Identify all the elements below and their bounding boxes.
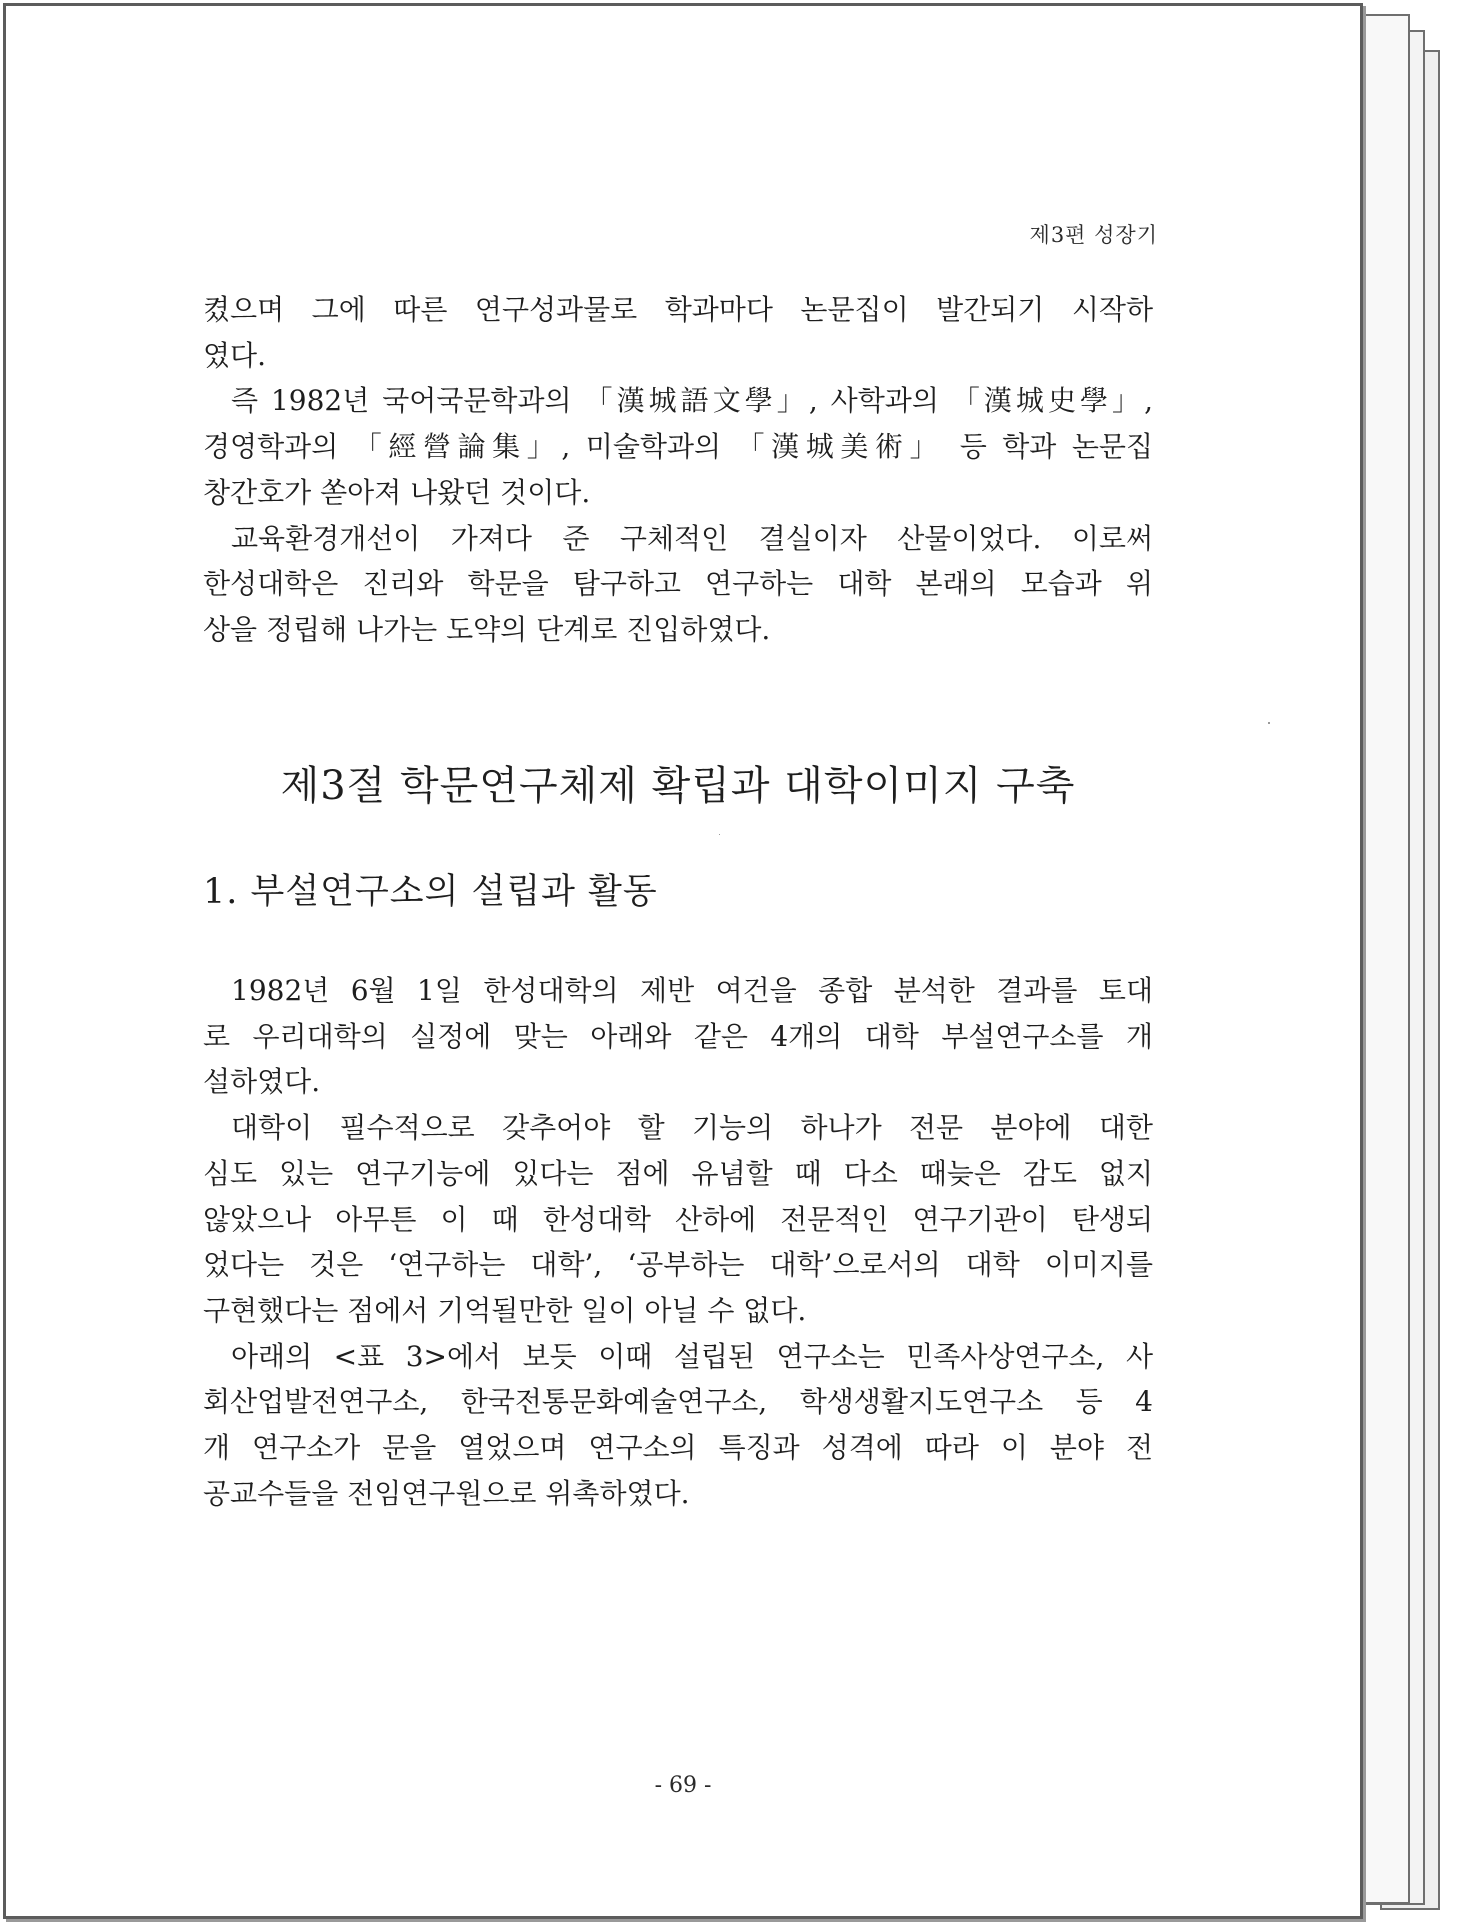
scan-speck [719, 834, 720, 835]
subsection-title: 1. 부설연구소의 설립과 활동 [203, 872, 658, 912]
section-title: 제3절 학문연구체제 확립과 대학이미지 구축 [280, 763, 1076, 809]
text-line: 상을 정립해 나가는 도약의 단계로 진입하였다. [203, 612, 771, 646]
text-line: 즉 1982년 국어국문학과의 「漢城語文學」, 사학과의 「漢城史學」, [231, 384, 1153, 418]
page-number: - 69 - [654, 1773, 712, 1798]
text-line: 구현했다는 점에서 기억될만한 일이 아닐 수 없다. [203, 1293, 807, 1327]
text-line: 1982년 6월 1일 한성대학의 제반 여건을 종합 분석한 결과를 토대 [231, 974, 1153, 1007]
text-line: 아래의 <표 3>에서 보듯 이때 설립된 연구소는 민족사상연구소, 사 [231, 1339, 1153, 1373]
text-line: 켰으며 그에 따른 연구성과물로 학과마다 논문집이 발간되기 시작하 [203, 293, 1153, 326]
body-text-top [203, 287, 1153, 653]
text-line: 심도 있는 연구기능에 있다는 점에 유념할 때 다소 때늦은 감도 없지 [203, 1156, 1153, 1190]
text-line: 않았으나 아무튼 이 때 한성대학 산하에 전문적인 연구기관이 탄생되 [203, 1202, 1153, 1236]
book-page [3, 3, 1363, 1919]
text-line: 개 연구소가 문을 열었으며 연구소의 특징과 성격에 따라 이 분야 전 [203, 1431, 1153, 1465]
text-line: 창간호가 쏟아져 나왔던 것이다. [203, 475, 591, 509]
body-text-bottom [203, 968, 1153, 1516]
scan-speck [1268, 722, 1270, 724]
text-line: 었다는 것은 ‘연구하는 대학’, ‘공부하는 대학’으로서의 대학 이미지를 [203, 1248, 1153, 1282]
text-line: 경영학과의 「經營論集」, 미술학과의 「漢城美術」 등 학과 논문집 [203, 430, 1153, 464]
text-line: 회산업발전연구소, 한국전통문화예술연구소, 학생생활지도연구소 등 4 [203, 1385, 1153, 1419]
text-line: 대학이 필수적으로 갖추어야 할 기능의 하나가 전문 분야에 대한 [231, 1111, 1153, 1145]
text-line: 였다. [203, 338, 266, 372]
text-line: 교육환경개선이 가져다 준 구체적인 결실이자 산물이었다. 이로써 [231, 521, 1153, 555]
text-line: 한성대학은 진리와 학문을 탐구하고 연구하는 대학 본래의 모습과 위 [203, 567, 1153, 601]
text-line: 공교수들을 전임연구원으로 위촉하였다. [203, 1476, 690, 1510]
text-line: 로 우리대학의 실정에 맞는 아래와 같은 4개의 대학 부설연구소를 개 [203, 1019, 1153, 1053]
text-line: 설하였다. [203, 1065, 321, 1099]
running-header: 제3편 성장기 [1029, 223, 1158, 247]
